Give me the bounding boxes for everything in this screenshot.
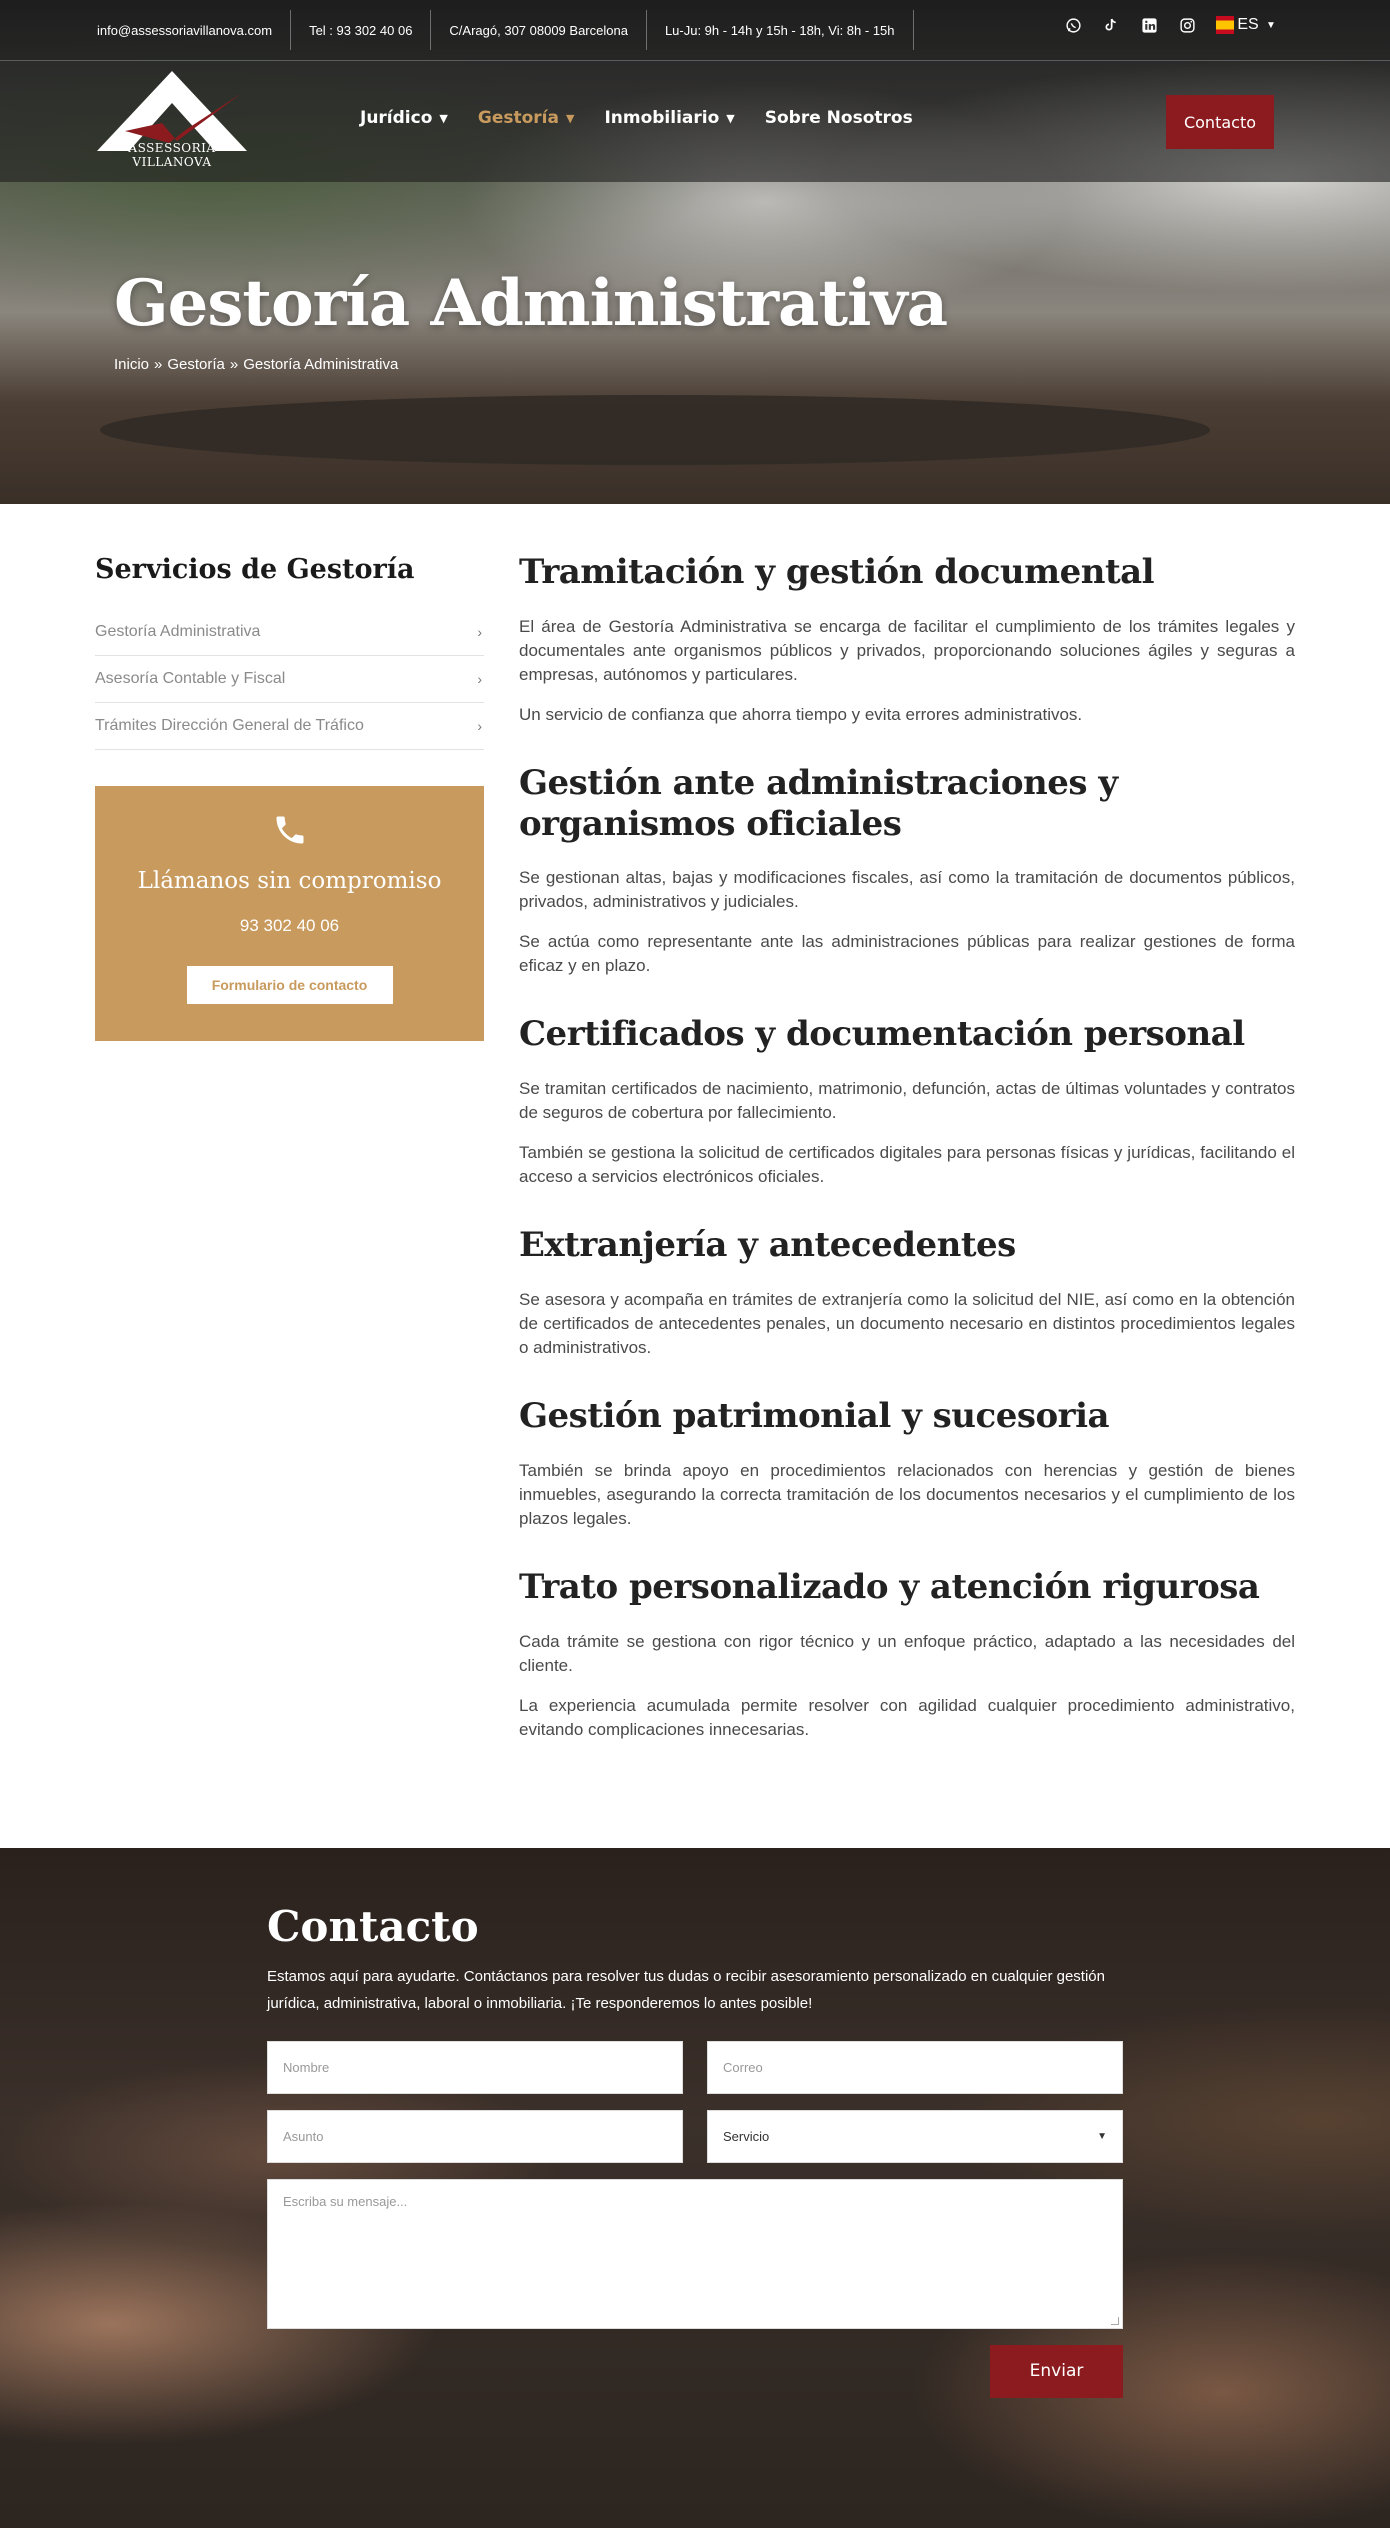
topbar-email[interactable]: info@assessoriavillanova.com — [0, 10, 291, 50]
contact-form-button[interactable]: Formulario de contacto — [187, 966, 393, 1004]
breadcrumb-current: Gestoría Administrativa — [243, 356, 399, 373]
topbar-address: C/Aragó, 307 08009 Barcelona — [431, 10, 647, 50]
brand-name: ASSESSORIA VILLANOVA — [128, 141, 216, 169]
social-links — [1064, 16, 1280, 34]
service-label: Asesoría Contable y Fiscal — [95, 670, 286, 687]
nav-item-gestoria[interactable] — [478, 108, 575, 128]
content-section — [519, 1567, 1295, 1742]
service-label: Gestoría Administrativa — [95, 623, 261, 640]
content-section — [519, 1225, 1295, 1360]
service-select-value: Servicio — [723, 2128, 770, 2144]
chevron-right-icon: › — [477, 671, 482, 687]
sidebar-title: Servicios de Gestoría — [95, 554, 415, 585]
section-paragraph: Un servicio de confianza que ahorra tiempo y evita errores administrativos. — [519, 704, 1083, 724]
section-title: Certificados y documentación personal — [519, 1014, 1245, 1055]
section-paragraph: Se actúa como representante ante las administraciones públicas para realizar gestiones de forma eficaz y en plazo. — [519, 932, 1295, 976]
section-paragraph: Cada trámite se gestiona con rigor técnico y un enfoque práctico, adaptado a las necesidades del cliente. — [519, 1631, 1295, 1675]
contact-section — [0, 1848, 1390, 2528]
section-title: Extranjería y antecedentes — [519, 1225, 1016, 1266]
sidebar — [95, 550, 484, 1758]
content-section — [519, 552, 1295, 727]
form-row — [267, 2041, 1123, 2094]
language-label: ES — [1237, 16, 1259, 33]
top-info-bar — [0, 0, 1390, 61]
contact-title: Contacto — [267, 1901, 479, 1951]
nav-item-label: Gestoría — [477, 108, 559, 128]
nav-item-sobre-nosotros[interactable] — [765, 108, 913, 128]
section-title: Tramitación y gestión documental — [519, 552, 1155, 592]
form-row — [267, 2110, 1123, 2163]
section-paragraph: La experiencia acumulada permite resolver con agilidad cualquier procedimiento administrativo, evitando complicaciones innecesarias. — [519, 1695, 1295, 1739]
contact-form-wrapper — [267, 1902, 1123, 2398]
topbar-phone[interactable]: Tel : 93 302 40 06 — [291, 10, 431, 50]
section-paragraph: También se gestiona la solicitud de certificados digitales para personas físicas y jurídicas, facilitando el acceso a servicios electrónicos oficiales. — [519, 1143, 1295, 1187]
breadcrumb-separator: » — [229, 356, 239, 373]
section-title: Trato personalizado y atención rigurosa — [519, 1566, 1260, 1607]
email-input[interactable]: Correo — [707, 2041, 1123, 2094]
article-content — [519, 550, 1295, 1758]
main-content — [0, 504, 1390, 1848]
breadcrumb-home-link[interactable]: Inicio — [114, 356, 150, 373]
section-paragraph: Se tramitan certificados de nacimiento, matrimonio, defunción, actas de últimas voluntades y contratos de seguros de cobertura por fallecimiento. — [519, 1079, 1295, 1123]
chevron-right-icon: › — [477, 718, 482, 734]
tiktok-icon[interactable] — [1102, 16, 1120, 34]
breadcrumb-separator: » — [154, 356, 163, 373]
page-title: Gestoría Administrativa — [114, 266, 948, 341]
service-link-tramites-dgt[interactable] — [95, 703, 484, 750]
section-paragraph: Se asesora y acompaña en trámites de extranjería como la solicitud del NIE, así como en la obtención de certificados de antecedentes penales, un documento necesario en distintos procedimientos legales o administrativos. — [519, 1289, 1295, 1357]
linkedin-icon[interactable] — [1140, 16, 1158, 34]
send-button[interactable]: Enviar — [990, 2345, 1123, 2398]
spain-flag-icon — [1216, 16, 1234, 34]
language-selector[interactable] — [1216, 16, 1280, 34]
breadcrumb — [114, 356, 398, 373]
content-section — [519, 763, 1295, 979]
section-paragraph: Se gestionan altas, bajas y modificaciones fiscales, así como la tramitación de documentos públicos, privados, administrativos y judiciales. — [519, 868, 1295, 912]
section-paragraph: También se brinda apoyo en procedimientos relacionados con herencias y gestión de bienes inmuebles, asegurando la correcta tramitación de los documentos necesarios y el cumplimiento de los plazos legales. — [519, 1460, 1295, 1528]
nav-contact-button[interactable]: Contacto — [1166, 95, 1274, 149]
logo-mark-icon — [97, 71, 247, 151]
section-title: Gestión ante administraciones y organismos oficiales — [519, 762, 1118, 844]
nav-item-label: Sobre Nosotros — [764, 108, 913, 128]
instagram-icon[interactable] — [1178, 16, 1196, 34]
chevron-down-icon: ▼ — [726, 111, 735, 125]
nav-item-label: Inmobiliario — [604, 108, 720, 128]
service-select[interactable] — [707, 2110, 1123, 2163]
content-section — [519, 1014, 1295, 1189]
call-phone-number[interactable]: 93 302 40 06 — [239, 916, 340, 935]
phone-icon — [272, 812, 308, 848]
contact-description: Estamos aquí para ayudarte. Contáctanos para resolver tus dudas o recibir asesoramiento personalizado en cualquier gestión jurídica, administrativa, laboral o inmobiliaria. ¡Te responderemos lo antes posible! — [267, 1967, 1105, 2012]
name-input[interactable]: Nombre — [267, 2041, 683, 2094]
topbar-hours: Lu-Ju: 9h - 14h y 15h - 18h, Vi: 8h - 15h — [647, 10, 914, 50]
hero-banner — [0, 0, 1390, 504]
chevron-down-icon: ▼ — [565, 111, 575, 125]
message-textarea[interactable]: Escriba su mensaje... — [267, 2179, 1123, 2329]
contact-form — [267, 2041, 1123, 2329]
brand-logo[interactable] — [97, 71, 247, 175]
breadcrumb-gestoria-link[interactable]: Gestoría — [167, 356, 225, 373]
call-title: Llámanos sin compromiso — [137, 868, 442, 894]
chevron-right-icon: › — [477, 624, 482, 640]
main-menu — [360, 108, 913, 128]
section-title: Gestión patrimonial y sucesoria — [519, 1395, 1110, 1436]
service-link-gestoria-administrativa[interactable] — [95, 609, 484, 656]
section-paragraph: El área de Gestoría Administrativa se encarga de facilitar el cumplimiento de los trámites legales y documentales ante organismos públicos y privados, proporcionando soluciones ágiles y seguras a empresas, autónomos y particulares. — [519, 616, 1295, 684]
nav-item-inmobiliario[interactable] — [604, 108, 734, 128]
whatsapp-icon[interactable] — [1064, 16, 1082, 34]
chevron-down-icon: ▼ — [1266, 19, 1276, 31]
nav-item-juridico[interactable] — [360, 108, 448, 128]
services-list — [95, 609, 484, 750]
subject-input[interactable]: Asunto — [267, 2110, 683, 2163]
call-to-action-box — [95, 786, 484, 1041]
chevron-down-icon: ▼ — [1097, 2130, 1107, 2142]
nav-item-label: Jurídico — [360, 108, 433, 128]
chevron-down-icon: ▼ — [439, 111, 448, 125]
service-label: Trámites Dirección General de Tráfico — [95, 717, 364, 734]
send-row — [267, 2345, 1123, 2398]
service-link-asesoria-contable[interactable] — [95, 656, 484, 703]
main-navbar — [0, 61, 1390, 182]
content-section — [519, 1396, 1295, 1531]
